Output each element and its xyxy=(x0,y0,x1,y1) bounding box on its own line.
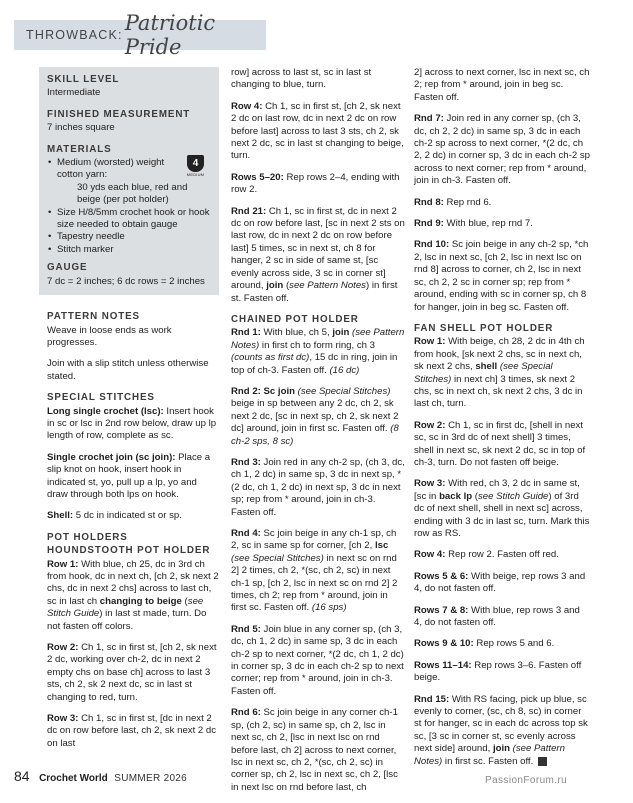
stitch-def: Long single crochet (lsc): Insert hook in sc or lsc in 2nd row below, draw up lp length of row, complete as sc. xyxy=(47,405,217,442)
note: Join with a slip stitch unless otherwise stated. xyxy=(47,358,209,382)
gauge: 7 dc = 2 inches; 6 dc rows = 2 inches xyxy=(47,275,205,287)
stitch-def: Shell: 5 dc in indicated st or sp. xyxy=(47,510,182,522)
issue-label: SUMMER 2026 xyxy=(114,773,188,784)
page-number: 84 xyxy=(14,768,30,784)
instruction: Row 2: Ch 1, sc in first st, [ch 2, sk next 2 dc, working over ch-2, dc in next 2 empty chs on base ch] across to last 3 sts, ch 2, sk 2 next dc, sc in last st changing to red, turn. xyxy=(47,642,217,703)
instruction: Row 1: With blue, ch 25, dc in 3rd ch from hook, dc in next ch, [ch 2, sk next 2 chs, dc in next 2 chs] across to last ch, sc in last ch changing to beige (see Stitch Guide) in last st made, turn. Do not fasten off colors. xyxy=(47,558,219,632)
instruction: Rnd 4: Sc join beige in any ch-1 sp, ch 2, sc in same sp for corner, [ch 2, lsc (see Special Stitches) in next sc on rnd 2] 2 times, ch 2, *(sc, ch 2, sc) in next ch-1 sp, [ch 2, lsc in next sc on rnd 2] 2 times, ch 2; rep from * around, join in first sc. Fasten off. (16 sps) xyxy=(231,528,398,614)
special-heading: SPECIAL STITCHES xyxy=(47,392,155,404)
watermark: PassionForum.ru xyxy=(485,775,568,786)
page-footer xyxy=(14,768,187,784)
instruction: Rows 5–20: Rep rows 2–4, ending with row 2. xyxy=(231,171,400,196)
materials-heading: MATERIALS xyxy=(47,143,112,155)
stitch-def: Single crochet join (sc join): Place a slip knot on hook, insert hook in indicated st, yo, pull up a lp, yo and draw through both lps on hook. xyxy=(47,451,211,500)
instruction: Row 1: With beige, ch 28, 2 dc in 4th ch from hook, [sk next 2 chs, sc in next ch, sk next 2 chs, shell (see Special Stitches) in next ch] 3 times, sk next 2 chs, sc in next ch, sk next 2 chs, 3 dc in last ch, turn. xyxy=(414,336,585,410)
instruction: Row 2: Ch 1, sc in first dc, [shell in next sc, sc in 3rd dc of next shell] 3 times, shell in next sc, sk next 2 dc, sc in top of ch-3, turn. Do not fasten off beige. xyxy=(414,419,586,468)
instruction: Rnd 2: Sc join (see Special Stitches) beige in sp between any 2 dc, ch 2, sk next 2 dc, [sc in next sp, ch 2, sk next 2 dc] around, join in first sc. Fasten off. (8 ch-2 sps, 8 sc) xyxy=(231,385,399,447)
magazine-name: Crochet World xyxy=(39,773,108,784)
list-item: • Tapestry needle xyxy=(57,231,211,243)
fan-shell-heading: FAN SHELL POT HOLDER xyxy=(414,322,554,334)
instruction: Rnd 6: Sc join beige in any corner ch-1 sp, (ch 2, sc) in same sp, ch 2, lsc in next sc, ch 2, [lsc in next lsc on rnd before last, ch 2] across to next corner, lsc in next sc, ch 2, *(sc, ch 2, sc) in corner sp, ch 2, lsc in next sc, ch 2, [lsc in next lsc on rnd before last, ch xyxy=(231,707,398,793)
throwback-label: THROWBACK: xyxy=(26,28,123,42)
instruction: Rnd 9: With blue, rep rnd 7. xyxy=(414,218,533,230)
instruction: Rnd 3: Join red in any ch-2 sp, (ch 3, dc, ch 1, 2 dc) in same sp, 3 dc in next sp, *(2 dc, ch 1, 2 dc) in next sp, 3 dc in next sp; rep from * around, join in ch-3. Fasten off. xyxy=(231,456,405,518)
instruction: Rows 7 & 8: With blue, rep rows 3 and 4, do not fasten off. xyxy=(414,604,580,629)
instruction: Rnd 8: Rep rnd 6. xyxy=(414,196,492,208)
gauge-heading: GAUGE xyxy=(47,262,88,274)
notes-heading: PATTERN NOTES xyxy=(47,311,140,323)
note: Weave in loose ends as work progresses. xyxy=(47,324,172,348)
instruction: Row 3: Ch 1, sc in first st, [dc in next 2 dc on row before last, ch 2, sk next 2 dc on last xyxy=(47,713,217,749)
section-banner xyxy=(14,11,266,59)
houndstooth-heading: HOUNDSTOOTH POT HOLDER xyxy=(47,545,211,557)
column-2 xyxy=(231,67,405,803)
pot-holders-heading: POT HOLDERS xyxy=(47,531,128,543)
instruction: Rnd 7: Join red in any corner sp, (ch 3, dc, ch 2, 2 dc) in same sp, 3 dc in each ch-2 sp across to next corner, *(2 dc, ch 2, 2 dc) in corner sp, 3 dc in each ch-2 sp across to next corner; rep from * around, join in ch-3. Fasten off. xyxy=(414,113,590,187)
materials-box xyxy=(39,67,219,295)
chained-heading: CHAINED POT HOLDER xyxy=(231,313,359,325)
skill-heading: SKILL LEVEL xyxy=(47,74,120,85)
skill-level: Intermediate xyxy=(47,87,101,99)
instruction: Rnd 5: Join blue in any corner sp, (ch 3, dc, ch 1, 2 dc) in same sp, 3 dc in each ch-2 sp to next corner, *(2 dc, ch 1, 2 dc) in corner sp, 3 dc in each ch-2 sp to next corner; rep from * around, join in ch-3. Fasten off. xyxy=(231,623,404,697)
instruction: Rnd 1: With blue, ch 5, join (see Pattern Notes) in first ch to form ring, ch 3 (counts as first dc), 15 dc in ring, join in top of ch-3. Fasten off. (16 dc) xyxy=(231,327,405,376)
instruction: Rows 11–14: Rep rows 3–6. Fasten off beige. xyxy=(414,659,582,684)
column-3 xyxy=(414,67,590,777)
instruction: Rows 9 & 10: Rep rows 5 and 6. xyxy=(414,638,555,650)
instruction: row] across to last st, sc in last st changing to blue, turn. xyxy=(231,67,372,91)
list-item: • Stitch marker xyxy=(57,244,211,256)
measurement: 7 inches square xyxy=(47,122,115,134)
instruction: 2] across to next corner, lsc in next sc, ch 2; rep from * around, join in beg sc. Fasten off. xyxy=(414,67,590,103)
list-item: • 4 MEDIUM Medium (worsted) weight cotton yarn: 30 yds each blue, red and beige (per pot holder) xyxy=(57,157,211,207)
instruction: Row 3: With red, ch 3, 2 dc in same st, [sc in back lp (see Stitch Guide) of 3rd dc of next shell, shell in next sc] across, ending with 3 dc in last sc, turn. Mark this row as RS. xyxy=(414,478,590,539)
instruction: Row 4: Ch 1, sc in first st, [ch 2, sk next 2 dc on last row, dc in next 2 dc on row before last] across to last 3 sts, ch 2, sk next 2 dc, sc in last st changing to beige, turn. xyxy=(231,100,404,162)
instruction: Rows 5 & 6: With beige, rep rows 3 and 4, do not fasten off. xyxy=(414,570,586,595)
column-1 xyxy=(47,67,219,759)
yarn-weight-icon: • 4 MEDIUM xyxy=(186,155,205,177)
end-mark-icon xyxy=(538,757,547,766)
instruction: Rnd 21: Ch 1, sc in first st, dc in next 2 dc on row before last, [sc in next 2 sts on last row, dc in next 2 dc on row before last] 5 times, sc in next st, ch 8 for hanger, 2 sc in side of same st, [sc evenly across side, 3 sc in corner st] around, join (see Pattern Notes) in first st. Fasten off. xyxy=(231,205,405,304)
instruction: Row 4: Rep row 2. Fasten off red. xyxy=(414,549,559,561)
list-item: • Size H/8/5mm crochet hook or hook size needed to obtain gauge xyxy=(57,207,211,232)
materials-list xyxy=(47,157,211,256)
instruction: Rnd 15: With RS facing, pick up blue, sc evenly to corner, (sc, ch 8, sc) in corner st for hanger, sc in each dc across top sk sc, [3 sc in corner st, sc evenly across next side] around, join (see Pattern Notes) in first sc. Fasten off. xyxy=(414,693,588,767)
script-title: Patriotic Pride xyxy=(124,11,216,59)
instruction: Rnd 10: Sc join beige in any ch-2 sp, *ch 2, lsc in next sc, [ch 2, lsc in next lsc on rnd 8] across to corner, ch 2, lsc in next sc, ch 2, 2 sc in corner sp; rep from * around, ending with sc in corner sp, ch 8 for hanger, join in beg sc. Fasten off. xyxy=(414,239,589,313)
measurement-heading: FINISHED MEASUREMENT xyxy=(47,108,191,120)
